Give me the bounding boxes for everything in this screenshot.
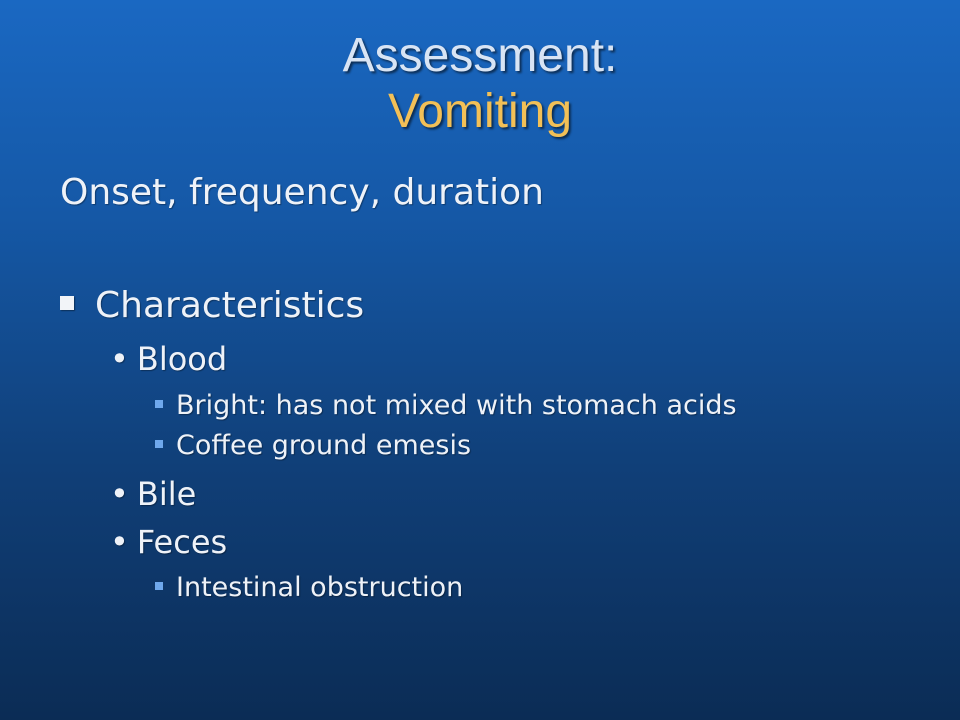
slide-title bbox=[0, 28, 960, 140]
bullet-label: Bright: has not mixed with stomach acids bbox=[176, 390, 737, 421]
bullet-bright bbox=[155, 390, 737, 421]
square-bullet-icon bbox=[60, 296, 74, 310]
bullet-label: Feces bbox=[136, 523, 228, 561]
bullet-feces bbox=[110, 523, 227, 561]
bullet-label: Blood bbox=[136, 340, 228, 378]
onset-text: Onset, frequency, duration bbox=[60, 172, 544, 213]
dot-bullet-icon: • bbox=[110, 340, 129, 378]
bullet-label: Intestinal obstruction bbox=[176, 572, 464, 603]
title-line-1: Assessment: bbox=[342, 29, 618, 82]
bullet-bile bbox=[110, 475, 196, 513]
bullet-label: Characteristics bbox=[95, 285, 365, 326]
bullet-coffee-ground bbox=[155, 430, 471, 461]
bullet-label: Bile bbox=[136, 475, 197, 513]
small-square-bullet-icon bbox=[155, 440, 163, 448]
title-line-2: Vomiting bbox=[387, 85, 573, 138]
bullet-blood bbox=[110, 340, 227, 378]
bullet-characteristics bbox=[60, 285, 364, 326]
dot-bullet-icon: • bbox=[110, 523, 129, 561]
small-square-bullet-icon bbox=[155, 582, 163, 590]
dot-bullet-icon: • bbox=[110, 475, 129, 513]
bullet-label: Coffee ground emesis bbox=[176, 430, 472, 461]
small-square-bullet-icon bbox=[155, 400, 163, 408]
bullet-intestinal-obstruction bbox=[155, 572, 463, 603]
